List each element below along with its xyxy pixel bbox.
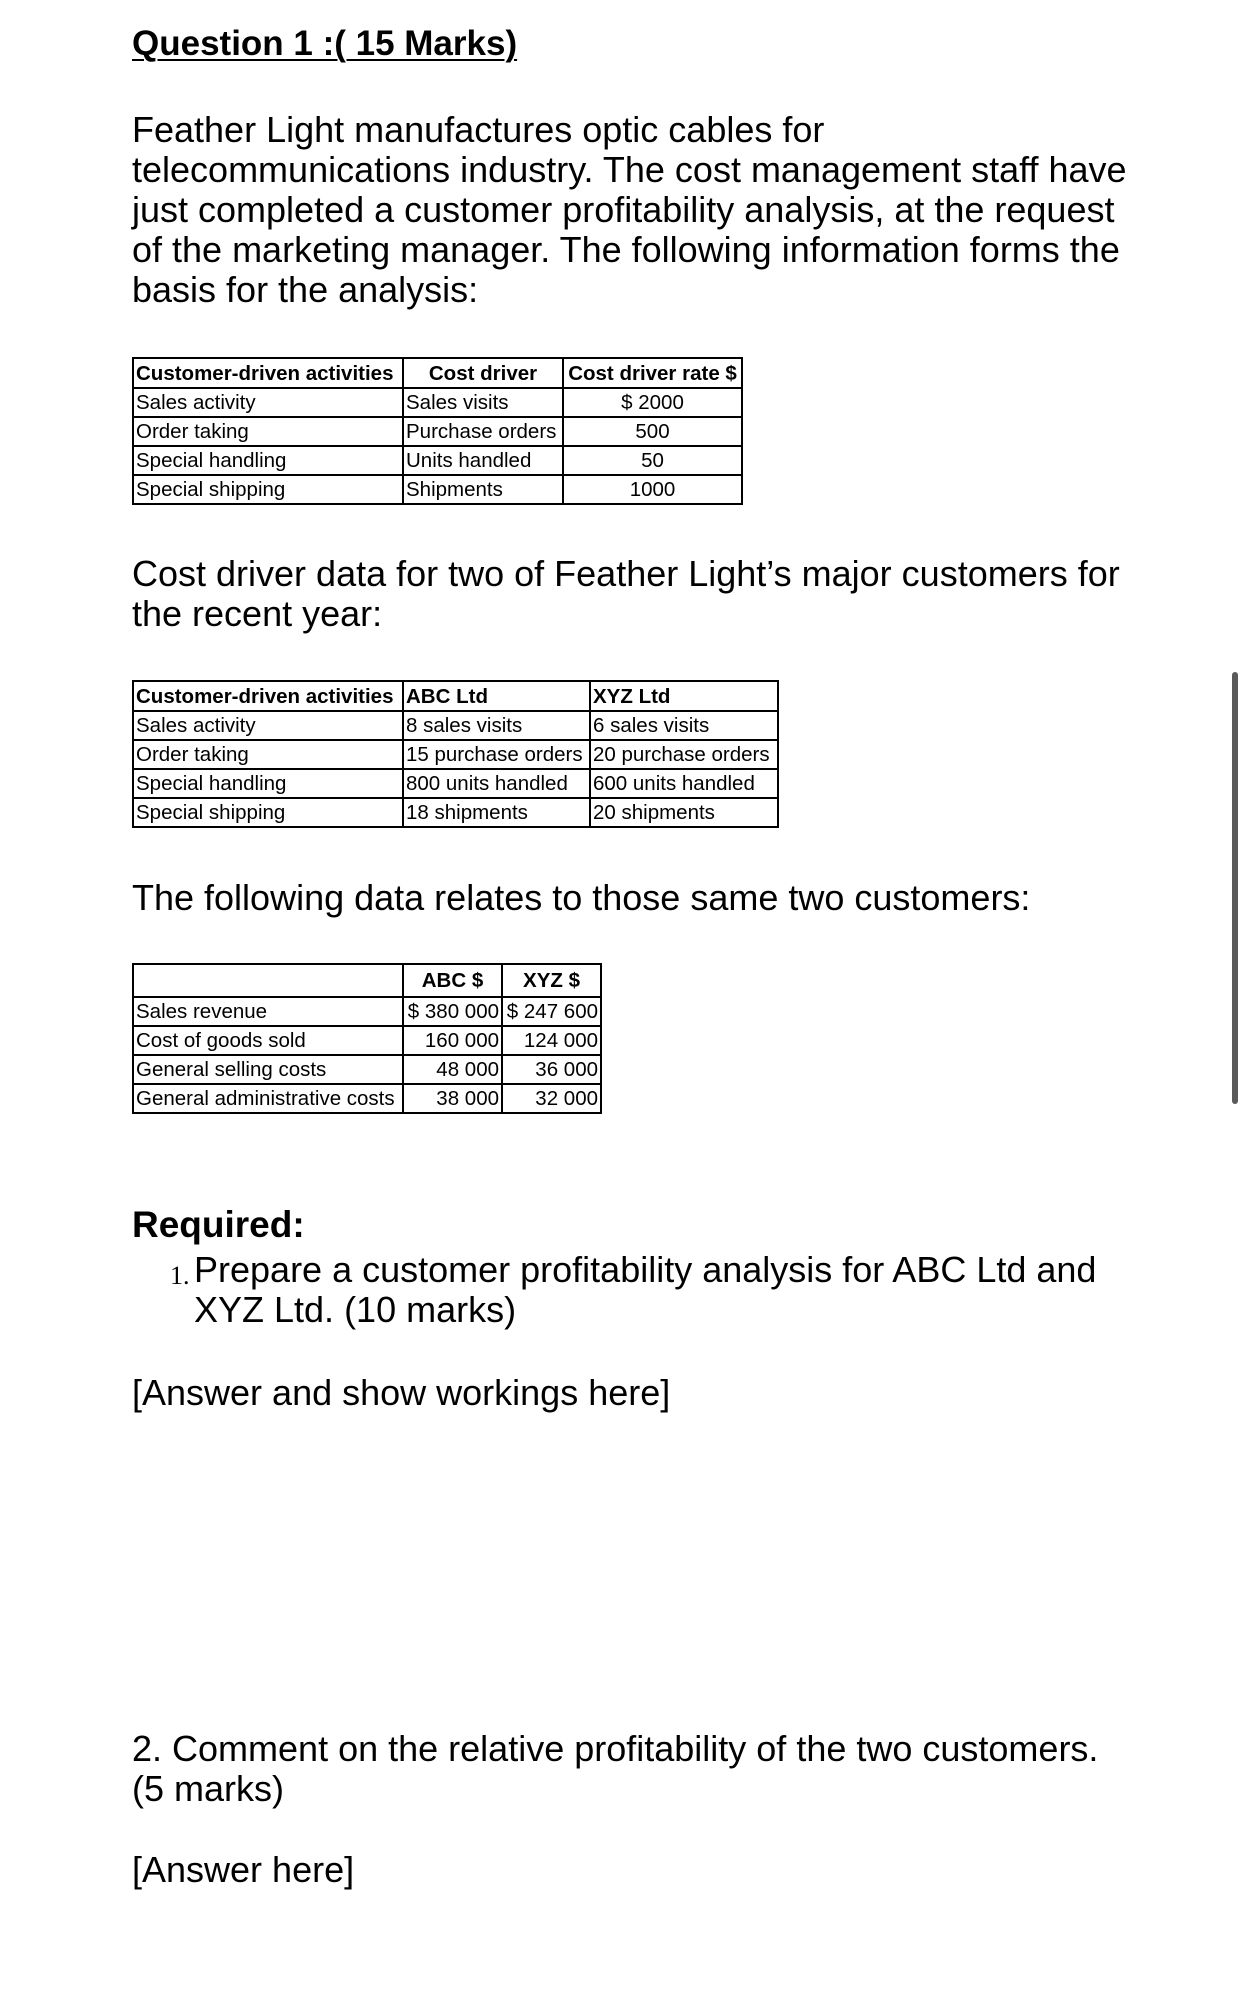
table-row — [133, 475, 742, 504]
required-label: Required: — [132, 1204, 305, 1245]
table-header-cell: ABC Ltd — [403, 681, 590, 711]
table-cell: Purchase orders — [403, 417, 563, 446]
table-row — [133, 997, 601, 1026]
cost-driver-data-intro: Cost driver data for two of Feather Light’s major customers for the recent year: — [132, 553, 1120, 634]
table-cell: Units handled — [403, 446, 563, 475]
table-cell: 6 sales visits — [590, 711, 778, 740]
financial-table — [132, 963, 602, 1114]
table-cell: 124 000 — [502, 1026, 601, 1055]
answer-2-placeholder: [Answer here] — [132, 1849, 355, 1890]
table-row — [133, 711, 778, 740]
table-cell: Sales revenue — [133, 997, 403, 1026]
table-cell: 1000 — [563, 475, 742, 504]
table-cell: 48 000 — [403, 1055, 502, 1084]
table-cell: Sales visits — [403, 388, 563, 417]
table-header-cell: ABC $ — [403, 964, 502, 997]
table-cell: Special handling — [133, 446, 403, 475]
table-header-cell: Cost driver — [403, 358, 563, 388]
customer-data-intro: The following data relates to those same two customers: — [132, 877, 1031, 918]
table-header-row — [133, 681, 778, 711]
table-cell: Cost of goods sold — [133, 1026, 403, 1055]
table-cell: 36 000 — [502, 1055, 601, 1084]
table-cell: General administrative costs — [133, 1084, 403, 1113]
table-row — [133, 1026, 601, 1055]
table-cell: 50 — [563, 446, 742, 475]
table-cell: 8 sales visits — [403, 711, 590, 740]
table-cell: 500 — [563, 417, 742, 446]
table-cell: 32 000 — [502, 1084, 601, 1113]
table-cell: $ 2000 — [563, 388, 742, 417]
question-title: Question 1 :( 15 Marks) — [132, 24, 518, 63]
answer-1-placeholder: [Answer and show workings here] — [132, 1372, 671, 1413]
table-cell: Order taking — [133, 417, 403, 446]
table-row — [133, 1084, 601, 1113]
table-row — [133, 769, 778, 798]
scrollbar[interactable] — [1232, 672, 1238, 1104]
table-row — [133, 1055, 601, 1084]
table-cell: 20 shipments — [590, 798, 778, 827]
table-cell: $ 380 000 — [403, 997, 502, 1026]
table-row — [133, 798, 778, 827]
table-cell: 160 000 — [403, 1026, 502, 1055]
table-cell: Sales activity — [133, 388, 403, 417]
table-header-cell: Cost driver rate $ — [563, 358, 742, 388]
table-cell: 20 purchase orders — [590, 740, 778, 769]
table-cell: Shipments — [403, 475, 563, 504]
table-cell: 600 units handled — [590, 769, 778, 798]
table-row — [133, 388, 742, 417]
table-cell: Sales activity — [133, 711, 403, 740]
table-cell: 15 purchase orders — [403, 740, 590, 769]
question-2-text: 2. Comment on the relative profitability of the two customers. (5 marks) — [132, 1728, 1099, 1809]
table-cell: 800 units handled — [403, 769, 590, 798]
table-header-cell — [133, 964, 403, 997]
table-header-row — [133, 964, 601, 997]
table-row — [133, 417, 742, 446]
question-1 — [170, 1250, 1130, 1330]
table-header-row — [133, 358, 742, 388]
customer-driver-table — [132, 680, 779, 828]
table-cell: 18 shipments — [403, 798, 590, 827]
question-1-text: Prepare a customer profitability analysis for ABC Ltd and XYZ Ltd. (10 marks) — [194, 1249, 1097, 1330]
table-header-cell: Customer-driven activities — [133, 358, 403, 388]
intro-paragraph: Feather Light manufactures optic cables for telecommunications industry. The cost management staff have just completed a customer profitability analysis, at the request of the marketing manager. The following information forms the basis for the analysis: — [132, 109, 1127, 310]
question-1-number: 1. — [170, 1261, 190, 1290]
table-cell: Order taking — [133, 740, 403, 769]
table-row — [133, 740, 778, 769]
table-cell: 38 000 — [403, 1084, 502, 1113]
table-header-cell: XYZ Ltd — [590, 681, 778, 711]
table-header-cell: XYZ $ — [502, 964, 601, 997]
table-header-cell: Customer-driven activities — [133, 681, 403, 711]
table-row — [133, 446, 742, 475]
table-cell: General selling costs — [133, 1055, 403, 1084]
table-cell: Special handling — [133, 769, 403, 798]
cost-driver-table — [132, 357, 743, 505]
table-cell: Special shipping — [133, 475, 403, 504]
table-cell: Special shipping — [133, 798, 403, 827]
table-cell: $ 247 600 — [502, 997, 601, 1026]
